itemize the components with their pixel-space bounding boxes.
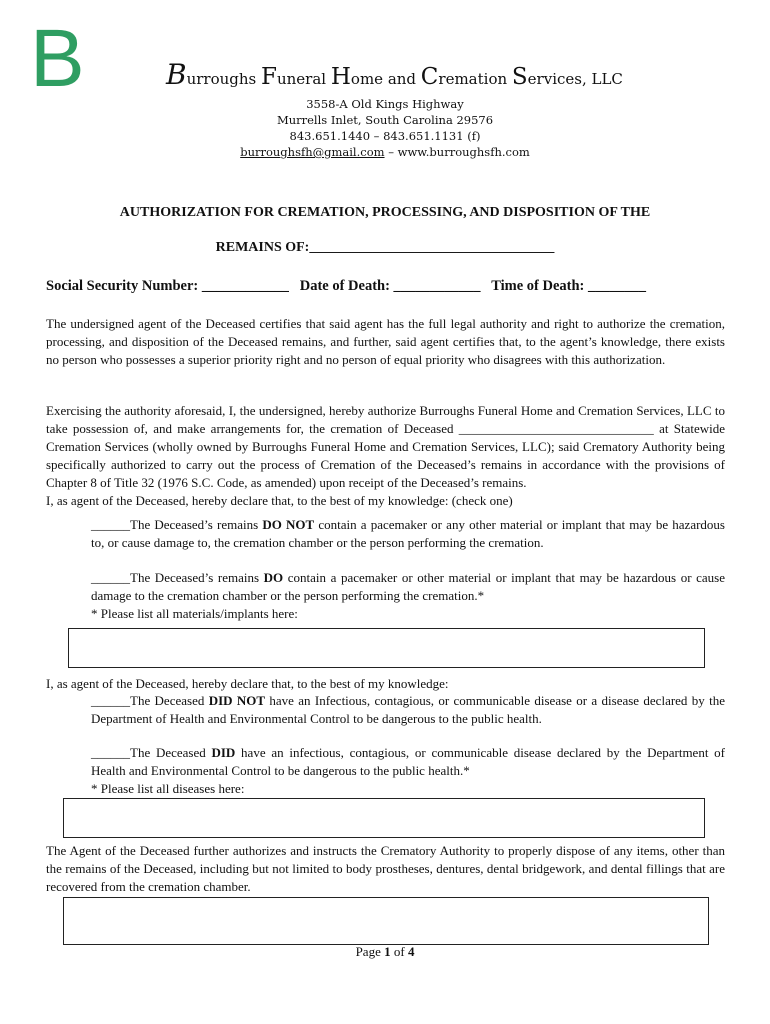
company-initial: S (511, 64, 528, 90)
address-city: Murrells Inlet, South Carolina 29576 (276, 113, 494, 127)
authorization-text-a: Exercising the authority aforesaid, I, the undersigned, hereby authorize Burroughs Funeral Home and Cremation Services, LLC to take possession of, and make arrangements for, the cremation of Deceased ______________________________ (46, 403, 725, 436)
of-word: of (390, 944, 408, 959)
checkbox-blank[interactable]: ______The Deceased (91, 745, 212, 760)
email-link[interactable]: burroughsfh@gmail.com (240, 145, 385, 159)
company-name-part: ome and (350, 70, 421, 88)
company-logo: B (30, 13, 85, 104)
company-address (200, 96, 570, 160)
implants-label: * Please list all materials/implants here: (91, 606, 298, 621)
company-name (166, 58, 636, 91)
company-initial: C (420, 64, 439, 90)
form-title: AUTHORIZATION FOR CREMATION, PROCESSING, AND DISPOSITION OF THE (119, 205, 651, 220)
emphasis: DO NOT (262, 517, 315, 532)
website: www.burroughsfh.com (397, 145, 530, 159)
option-no-implant[interactable] (91, 516, 725, 552)
authorization-text-b: at Statewide Cremation Services (wholly owned by Burroughs Funeral Home and Cremation Services, LLC); said Crematory Authority being specifically authorized to carry out the process of Cremation of the Deceased’s remains in accordance with the provisions of Chapter 8 of Title 32 (1976 S.C. Code, as amended) upon receipt of the Deceased’s remains. (46, 421, 726, 490)
option-has-implant[interactable] (91, 569, 725, 623)
emphasis: DID NOT (208, 693, 266, 708)
authorization-paragraph (46, 402, 725, 510)
page-total: 4 (407, 944, 415, 959)
address-street: 3558-A Old Kings Highway (306, 97, 464, 111)
company-initial: B (166, 58, 187, 91)
ssn-field[interactable]: Social Security Number: ____________ (46, 278, 289, 294)
company-initial: F (261, 64, 277, 90)
time-of-death-field[interactable]: Time of Death: ________ (491, 278, 646, 294)
date-of-death-field[interactable]: Date of Death: ____________ (299, 278, 481, 294)
company-name-part: remation (438, 70, 512, 88)
option-text: contain a pacemaker or other material or implant that may be hazardous or cause damage to the cremation chamber or the person performing the cremation.* (91, 570, 725, 603)
emphasis: DID (211, 745, 236, 760)
remains-of-field[interactable]: REMAINS OF:___________________________________ (215, 240, 555, 255)
company-initial: H (330, 64, 351, 90)
declaration-disease: I, as agent of the Deceased, hereby declare that, to the best of my knowledge: (46, 676, 449, 691)
company-name-part: urroughs (186, 70, 261, 88)
option-text: have an infectious, contagious, or communicable disease declared by the Department of Health and Environmental Control to be dangerous to the public health.* (91, 745, 726, 778)
contact-line (200, 144, 570, 160)
company-name-part: uneral (276, 70, 331, 88)
diseases-input-box[interactable] (63, 798, 705, 838)
option-has-disease[interactable] (91, 744, 725, 798)
web-separator: – (384, 145, 398, 159)
page-number: 1 (384, 944, 391, 959)
declaration-implants: I, as agent of the Deceased, hereby declare that, to the best of my knowledge: (check one) (46, 493, 513, 508)
phone-fax: 843.651.1440 – 843.651.1131 (f) (289, 129, 481, 143)
option-no-disease[interactable] (91, 692, 725, 728)
option-text: contain a pacemaker or any other material or implant that may be hazardous to, or cause damage to, the cremation chamber or the person performing the cremation. (91, 517, 725, 550)
option-text: have an Infectious, contagious, or communicable disease or a disease declared by the Department of Health and Environmental Control to be dangerous to the public health. (91, 693, 725, 726)
company-name-part: ervices, LLC (527, 70, 623, 88)
implants-input-box[interactable] (68, 628, 705, 668)
checkbox-blank[interactable]: ______The Deceased’s remains (91, 570, 264, 585)
diseases-label: * Please list all diseases here: (91, 781, 245, 796)
disposal-paragraph: The Agent of the Deceased further authorizes and instructs the Crematory Authority to properly dispose of any items, other than the remains of the Deceased, including but not limited to body prostheses, dentures, dental bridgework, and dental fillings that are recovered from the cremation chamber. (46, 843, 725, 894)
certification-paragraph: The undersigned agent of the Deceased certifies that said agent has the full legal authority and right to authorize the cremation, processing, and disposition of the Deceased remains, and further, said agent certifies that, to the agent’s knowledge, there exists no person who possesses a superior priority right and no person of equal priority who disagrees with this authorization. (46, 316, 725, 367)
checkbox-blank[interactable]: ______The Deceased (91, 693, 209, 708)
page-footer (0, 944, 770, 960)
page-word: Page (355, 944, 385, 959)
identifiers-row (46, 278, 646, 295)
checkbox-blank[interactable]: ______The Deceased’s remains (91, 517, 263, 532)
emphasis: DO (263, 570, 284, 585)
disposal-input-box[interactable] (63, 897, 709, 945)
